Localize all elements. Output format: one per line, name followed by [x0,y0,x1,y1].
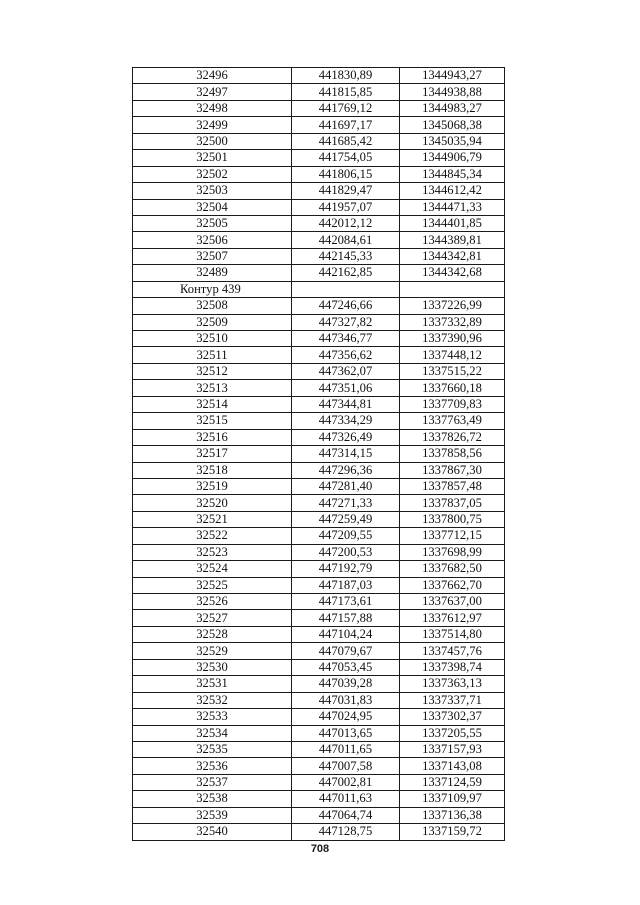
y-coordinate-cell: 1337143,08 [400,758,505,774]
point-id-cell: 32534 [133,725,292,741]
y-coordinate-cell: 1337514,80 [400,626,505,642]
x-coordinate-cell: 442012,12 [292,215,400,231]
table-row [133,807,505,823]
x-coordinate-cell: 447200,53 [292,544,400,560]
point-id-cell: 32501 [133,150,292,166]
point-id-cell: 32506 [133,232,292,248]
y-coordinate-cell: 1337226,99 [400,298,505,314]
table-row [133,758,505,774]
x-coordinate-cell: 447209,55 [292,528,400,544]
point-id-cell: 32518 [133,462,292,478]
point-id-cell: 32512 [133,363,292,379]
point-id-cell: 32523 [133,544,292,560]
table-row [133,150,505,166]
y-coordinate-cell: 1337857,48 [400,478,505,494]
table-row [133,643,505,659]
table-row [133,347,505,363]
table-row [133,363,505,379]
table-row [133,561,505,577]
point-id-cell: 32496 [133,68,292,84]
point-id-cell: 32522 [133,528,292,544]
y-coordinate-cell: 1337205,55 [400,725,505,741]
table-row [133,232,505,248]
point-id-cell: 32502 [133,166,292,182]
contour-label: Контур 439 [133,281,292,297]
y-coordinate-cell: 1337637,00 [400,594,505,610]
point-id-cell: 32513 [133,380,292,396]
x-coordinate-cell: 447327,82 [292,314,400,330]
table-row [133,380,505,396]
table-row [133,594,505,610]
x-coordinate-cell: 442162,85 [292,265,400,281]
point-id-cell: 32536 [133,758,292,774]
point-id-cell: 32516 [133,429,292,445]
x-coordinate-cell: 447246,66 [292,298,400,314]
table-row [133,265,505,281]
x-coordinate-cell: 447173,61 [292,594,400,610]
x-coordinate-cell: 447314,15 [292,446,400,462]
point-id-cell: 32529 [133,643,292,659]
table-row [133,166,505,182]
table-row [133,331,505,347]
point-id-cell: 32505 [133,215,292,231]
x-coordinate-cell: 447039,28 [292,676,400,692]
table-row [133,741,505,757]
point-id-cell: 32525 [133,577,292,593]
x-coordinate-cell: 447259,49 [292,511,400,527]
table-row [133,626,505,642]
x-coordinate-cell: 447356,62 [292,347,400,363]
x-coordinate-cell: 447002,81 [292,774,400,790]
point-id-cell: 32537 [133,774,292,790]
y-coordinate-cell: 1337159,72 [400,824,505,840]
table-row [133,84,505,100]
point-id-cell: 32519 [133,478,292,494]
x-coordinate-cell: 441815,85 [292,84,400,100]
y-coordinate-cell: 1337136,38 [400,807,505,823]
point-id-cell: 32509 [133,314,292,330]
coordinates-table [132,67,505,841]
x-coordinate-cell: 447079,67 [292,643,400,659]
y-coordinate-cell: 1344983,27 [400,100,505,116]
point-id-cell: 32499 [133,117,292,133]
table-row [133,577,505,593]
point-id-cell: 32500 [133,133,292,149]
y-coordinate-cell: 1344612,42 [400,183,505,199]
y-coordinate-cell: 1344342,81 [400,248,505,264]
table-row [133,215,505,231]
table-row [133,528,505,544]
y-coordinate-cell: 1337390,96 [400,331,505,347]
point-id-cell: 32530 [133,659,292,675]
table-row [133,133,505,149]
y-coordinate-cell: 1337109,97 [400,791,505,807]
y-coordinate-cell: 1337157,93 [400,741,505,757]
point-id-cell: 32515 [133,413,292,429]
y-coordinate-cell: 1337302,37 [400,709,505,725]
x-coordinate-cell: 447064,74 [292,807,400,823]
point-id-cell: 32540 [133,824,292,840]
x-coordinate-cell: 447187,03 [292,577,400,593]
x-coordinate-cell: 441830,89 [292,68,400,84]
point-id-cell: 32533 [133,709,292,725]
table-row [133,199,505,215]
x-coordinate-cell: 447192,79 [292,561,400,577]
point-id-cell: 32535 [133,741,292,757]
table-row [133,462,505,478]
x-coordinate-cell: 447031,83 [292,692,400,708]
point-id-cell: 32511 [133,347,292,363]
point-id-cell: 32520 [133,495,292,511]
table-row [133,495,505,511]
point-id-cell: 32538 [133,791,292,807]
y-coordinate-cell: 1337858,56 [400,446,505,462]
point-id-cell: 32517 [133,446,292,462]
y-coordinate-cell: 1337124,59 [400,774,505,790]
table-row [133,774,505,790]
x-coordinate-cell: 447128,75 [292,824,400,840]
x-coordinate-cell: 441957,07 [292,199,400,215]
x-coordinate-cell: 441754,05 [292,150,400,166]
point-id-cell: 32508 [133,298,292,314]
table-row [133,610,505,626]
x-coordinate-cell: 447326,49 [292,429,400,445]
y-coordinate-cell: 1337826,72 [400,429,505,445]
y-coordinate-cell: 1337660,18 [400,380,505,396]
x-coordinate-cell: 441806,15 [292,166,400,182]
point-id-cell: 32526 [133,594,292,610]
table-row [133,413,505,429]
coordinates-table-body [133,68,505,841]
y-coordinate-cell: 1344906,79 [400,150,505,166]
contour-header-row [133,281,505,297]
table-row [133,100,505,116]
y-coordinate-cell: 1337662,70 [400,577,505,593]
y-coordinate-cell: 1337332,89 [400,314,505,330]
coordinates-table-container [132,67,504,841]
table-row [133,314,505,330]
y-coordinate-cell: 1344401,85 [400,215,505,231]
x-coordinate-cell: 447013,65 [292,725,400,741]
table-row [133,824,505,840]
table-row [133,117,505,133]
y-coordinate-cell: 1337682,50 [400,561,505,577]
point-id-cell: 32524 [133,561,292,577]
table-row [133,478,505,494]
point-id-cell: 32507 [133,248,292,264]
y-coordinate-cell: 1345068,38 [400,117,505,133]
y-coordinate-cell: 1345035,94 [400,133,505,149]
point-id-cell: 32531 [133,676,292,692]
y-coordinate-cell: 1344943,27 [400,68,505,84]
table-row [133,248,505,264]
y-coordinate-cell: 1337398,74 [400,659,505,675]
table-row [133,396,505,412]
table-row [133,429,505,445]
x-coordinate-cell: 447346,77 [292,331,400,347]
x-coordinate-cell: 441769,12 [292,100,400,116]
y-coordinate-cell: 1337763,49 [400,413,505,429]
table-row [133,659,505,675]
y-coordinate-cell: 1344471,33 [400,199,505,215]
y-coordinate-cell: 1337337,71 [400,692,505,708]
x-coordinate-cell: 441829,47 [292,183,400,199]
table-row [133,68,505,84]
x-coordinate-cell: 442084,61 [292,232,400,248]
x-coordinate-cell: 447362,07 [292,363,400,379]
point-id-cell: 32489 [133,265,292,281]
empty-cell [292,281,400,297]
table-row [133,298,505,314]
table-row [133,183,505,199]
table-row [133,709,505,725]
table-row [133,676,505,692]
point-id-cell: 32504 [133,199,292,215]
table-row [133,544,505,560]
y-coordinate-cell: 1337867,30 [400,462,505,478]
point-id-cell: 32498 [133,100,292,116]
x-coordinate-cell: 447334,29 [292,413,400,429]
x-coordinate-cell: 447157,88 [292,610,400,626]
table-row [133,692,505,708]
y-coordinate-cell: 1344342,68 [400,265,505,281]
point-id-cell: 32497 [133,84,292,100]
y-coordinate-cell: 1344389,81 [400,232,505,248]
x-coordinate-cell: 442145,33 [292,248,400,264]
point-id-cell: 32503 [133,183,292,199]
table-row [133,791,505,807]
point-id-cell: 32539 [133,807,292,823]
x-coordinate-cell: 441685,42 [292,133,400,149]
x-coordinate-cell: 441697,17 [292,117,400,133]
y-coordinate-cell: 1337800,75 [400,511,505,527]
table-row [133,446,505,462]
x-coordinate-cell: 447007,58 [292,758,400,774]
point-id-cell: 32514 [133,396,292,412]
x-coordinate-cell: 447351,06 [292,380,400,396]
x-coordinate-cell: 447011,65 [292,741,400,757]
x-coordinate-cell: 447296,36 [292,462,400,478]
table-row [133,725,505,741]
y-coordinate-cell: 1337448,12 [400,347,505,363]
empty-cell [400,281,505,297]
y-coordinate-cell: 1337612,97 [400,610,505,626]
y-coordinate-cell: 1337837,05 [400,495,505,511]
point-id-cell: 32527 [133,610,292,626]
y-coordinate-cell: 1337709,83 [400,396,505,412]
table-row [133,511,505,527]
page-number: 708 [310,843,330,855]
x-coordinate-cell: 447344,81 [292,396,400,412]
y-coordinate-cell: 1337457,76 [400,643,505,659]
point-id-cell: 32528 [133,626,292,642]
point-id-cell: 32532 [133,692,292,708]
y-coordinate-cell: 1337363,13 [400,676,505,692]
point-id-cell: 32521 [133,511,292,527]
y-coordinate-cell: 1344845,34 [400,166,505,182]
y-coordinate-cell: 1344938,88 [400,84,505,100]
point-id-cell: 32510 [133,331,292,347]
x-coordinate-cell: 447053,45 [292,659,400,675]
x-coordinate-cell: 447011,63 [292,791,400,807]
x-coordinate-cell: 447024,95 [292,709,400,725]
y-coordinate-cell: 1337712,15 [400,528,505,544]
x-coordinate-cell: 447104,24 [292,626,400,642]
x-coordinate-cell: 447281,40 [292,478,400,494]
y-coordinate-cell: 1337698,99 [400,544,505,560]
x-coordinate-cell: 447271,33 [292,495,400,511]
y-coordinate-cell: 1337515,22 [400,363,505,379]
